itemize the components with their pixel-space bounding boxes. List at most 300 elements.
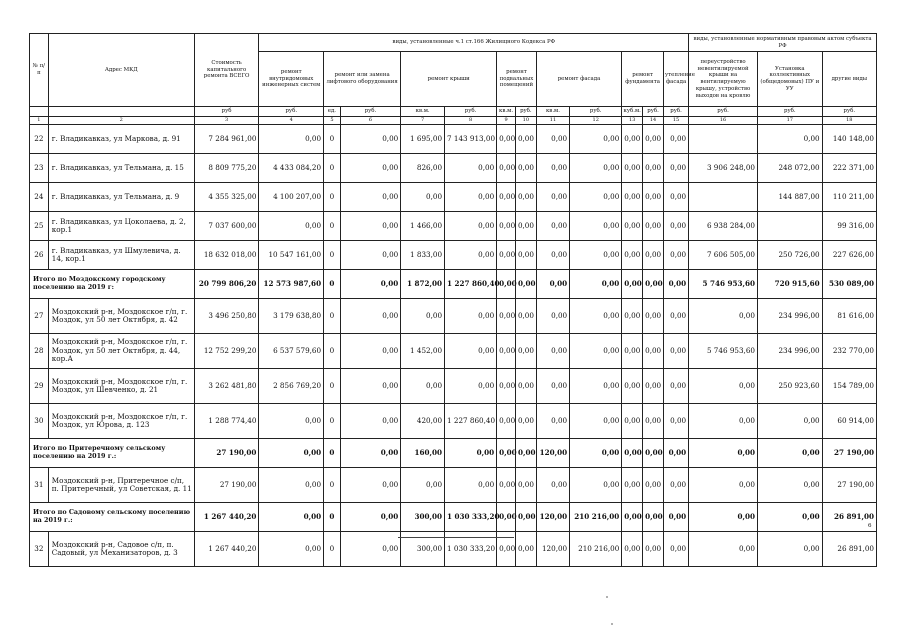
- value-cell: 0,00: [689, 369, 758, 404]
- value-cell: 0,00: [497, 503, 516, 532]
- value-cell: 300,00: [401, 532, 445, 567]
- col-number-cell: 18: [822, 117, 876, 125]
- value-cell: 26 891,00: [822, 503, 876, 532]
- value-cell: 0,00: [663, 468, 688, 503]
- col-number-cell: 17: [757, 117, 822, 125]
- value-cell: 0,00: [536, 369, 569, 404]
- value-cell: 0,00: [570, 439, 622, 468]
- value-cell: 0,00: [570, 369, 622, 404]
- address-cell: Моздокский р-н, Моздокское г/п, г. Моздок, ул Юрова, д. 123: [48, 404, 194, 439]
- value-cell: 0,00: [340, 241, 400, 270]
- value-cell: 99 316,00: [822, 212, 876, 241]
- signature-line: [398, 537, 514, 538]
- value-cell: 0,00: [663, 439, 688, 468]
- value-cell: 0,00: [515, 241, 536, 270]
- value-cell: 0: [324, 503, 341, 532]
- unit-cell: руб: [194, 107, 259, 117]
- table-row: [30, 183, 877, 212]
- address-cell: г. Владикавказ, ул Цоколаева, д. 2, кор.1: [48, 212, 194, 241]
- value-cell: 0: [324, 439, 341, 468]
- row-number: 31: [30, 468, 49, 503]
- value-cell: 8 809 775,20: [194, 154, 259, 183]
- value-cell: 248 072,00: [757, 154, 822, 183]
- units-row: [30, 107, 877, 117]
- value-cell: 0,00: [340, 125, 400, 154]
- value-cell: 0,00: [445, 468, 497, 503]
- subtotal-label: Итого по Притеречному сельскому поселению на 2019 г.:: [30, 439, 195, 468]
- value-cell: 0,00: [643, 270, 664, 299]
- value-cell: 1 452,00: [401, 334, 445, 369]
- value-cell: 0: [324, 270, 341, 299]
- value-cell: 0,00: [515, 532, 536, 567]
- value-cell: 0,00: [340, 369, 400, 404]
- value-cell: 1 267 440,20: [194, 503, 259, 532]
- value-cell: 0,00: [663, 532, 688, 567]
- value-cell: 0,00: [340, 212, 400, 241]
- col-roof-conversion-header: переустройство невентилируемой крыши на вентилируемую крышу, устройство выходов на кровлю: [689, 52, 758, 107]
- value-cell: 0,00: [570, 183, 622, 212]
- value-cell: 0,00: [515, 299, 536, 334]
- value-cell: 0,00: [515, 468, 536, 503]
- value-cell: 60 914,00: [822, 404, 876, 439]
- address-cell: г. Владикавказ, ул Шмулевича, д. 14, кор.1: [48, 241, 194, 270]
- value-cell: 0,00: [536, 212, 569, 241]
- value-cell: 5 746 953,60: [689, 270, 758, 299]
- row-number: 29: [30, 369, 49, 404]
- value-cell: 4 355 325,00: [194, 183, 259, 212]
- value-cell: 0,00: [663, 270, 688, 299]
- row-number: 26: [30, 241, 49, 270]
- value-cell: 0,00: [497, 334, 516, 369]
- value-cell: 0: [324, 404, 341, 439]
- table-row: [30, 299, 877, 334]
- col-number-cell: 16: [689, 117, 758, 125]
- value-cell: 0,00: [497, 270, 516, 299]
- unit-cell: руб.: [689, 107, 758, 117]
- value-cell: 250 923,60: [757, 369, 822, 404]
- value-cell: 0,00: [259, 212, 324, 241]
- unit-cell: руб.: [445, 107, 497, 117]
- value-cell: 0,00: [757, 468, 822, 503]
- page-number: 6: [868, 523, 872, 529]
- value-cell: 0,00: [643, 299, 664, 334]
- table-header: [30, 34, 877, 125]
- value-cell: 234 996,00: [757, 334, 822, 369]
- unit-cell: руб.: [643, 107, 664, 117]
- value-cell: 1 227 860,40: [445, 404, 497, 439]
- col-number-cell: 14: [643, 117, 664, 125]
- address-cell: Моздокский р-н, Притеречное с/п, п. Притеречный, ул Советская, д. 11: [48, 468, 194, 503]
- value-cell: 4 100 207,00: [259, 183, 324, 212]
- value-cell: 0,00: [536, 299, 569, 334]
- value-cell: 0,00: [643, 125, 664, 154]
- value-cell: 0,00: [663, 334, 688, 369]
- value-cell: 0,00: [536, 468, 569, 503]
- value-cell: 0,00: [689, 532, 758, 567]
- value-cell: 120,00: [536, 532, 569, 567]
- value-cell: 6 537 579,60: [259, 334, 324, 369]
- value-cell: 0,00: [663, 404, 688, 439]
- value-cell: 530 089,00: [822, 270, 876, 299]
- value-cell: 0,00: [401, 468, 445, 503]
- value-cell: 0,00: [497, 468, 516, 503]
- value-cell: 0,00: [259, 404, 324, 439]
- address-cell: Моздокский р-н, Садовое с/п, п. Садовый, ул Механизаторов, д. 3: [48, 532, 194, 567]
- value-cell: 27 190,00: [194, 468, 259, 503]
- value-cell: 0,00: [622, 212, 643, 241]
- value-cell: 0,00: [643, 241, 664, 270]
- value-cell: 0,00: [622, 503, 643, 532]
- value-cell: 0,00: [570, 270, 622, 299]
- value-cell: 0,00: [497, 369, 516, 404]
- value-cell: 0,00: [445, 369, 497, 404]
- value-cell: 120,00: [536, 439, 569, 468]
- value-cell: 0,00: [663, 125, 688, 154]
- subtotal-label: Итого по Садовому сельскому поселению на 2019 г.:: [30, 503, 195, 532]
- col-number-cell: 9: [497, 117, 516, 125]
- value-cell: 7 143 913,00: [445, 125, 497, 154]
- col-number-cell: 4: [259, 117, 324, 125]
- value-cell: [689, 125, 758, 154]
- col-number-header: № п/п: [30, 34, 49, 107]
- col-address-header: Адрес МКД: [48, 34, 194, 107]
- value-cell: 210 216,00: [570, 503, 622, 532]
- row-number: 25: [30, 212, 49, 241]
- value-cell: 227 626,00: [822, 241, 876, 270]
- col-number-cell: 12: [570, 117, 622, 125]
- value-cell: 0: [324, 369, 341, 404]
- value-cell: 0,00: [663, 299, 688, 334]
- value-cell: 0,00: [497, 439, 516, 468]
- value-cell: 0,00: [570, 334, 622, 369]
- value-cell: 250 726,00: [757, 241, 822, 270]
- col-engineering-systems-header: ремонт внутридомовых инженерных систем: [259, 52, 324, 107]
- value-cell: 0: [324, 468, 341, 503]
- unit-cell: кв.м.: [536, 107, 569, 117]
- value-cell: 0,00: [663, 212, 688, 241]
- value-cell: 0,00: [663, 241, 688, 270]
- value-cell: 3 496 250,80: [194, 299, 259, 334]
- address-cell: г. Владикавказ, ул Тельмана, д. 9: [48, 183, 194, 212]
- value-cell: 0,00: [445, 154, 497, 183]
- value-cell: 6 938 284,00: [689, 212, 758, 241]
- unit-cell: ед.: [324, 107, 341, 117]
- value-cell: 0,00: [570, 468, 622, 503]
- unit-cell: руб.: [259, 107, 324, 117]
- value-cell: 0,00: [570, 154, 622, 183]
- address-cell: Моздокский р-н, Моздокское г/п, г. Моздок, ул 50 лет Октября, д. 42: [48, 299, 194, 334]
- value-cell: 0,00: [259, 532, 324, 567]
- value-cell: [757, 212, 822, 241]
- value-cell: 1 833,00: [401, 241, 445, 270]
- value-cell: 0: [324, 212, 341, 241]
- value-cell: 0,00: [622, 404, 643, 439]
- value-cell: 0,00: [689, 404, 758, 439]
- value-cell: 0,00: [259, 468, 324, 503]
- col-facade-insulation-header: утепление фасада: [663, 52, 688, 107]
- value-cell: 0,00: [497, 404, 516, 439]
- value-cell: 1 695,00: [401, 125, 445, 154]
- subtotal-row: [30, 439, 877, 468]
- value-cell: 0,00: [643, 183, 664, 212]
- value-cell: 0,00: [622, 532, 643, 567]
- value-cell: 0,00: [401, 299, 445, 334]
- value-cell: 18 632 018,00: [194, 241, 259, 270]
- value-cell: 1 030 333,20: [445, 532, 497, 567]
- value-cell: 0: [324, 299, 341, 334]
- col-number-cell: 5: [324, 117, 341, 125]
- table-row: [30, 125, 877, 154]
- value-cell: 7 037 600,00: [194, 212, 259, 241]
- value-cell: 2 856 769,20: [259, 369, 324, 404]
- value-cell: 0,00: [515, 334, 536, 369]
- value-cell: 7 606 505,00: [689, 241, 758, 270]
- value-cell: 0,00: [497, 125, 516, 154]
- value-cell: 0: [324, 532, 341, 567]
- address-cell: Моздокский р-н, Моздокское г/п, г. Моздок, ул 50 лет Октября, д. 44, кор.А: [48, 334, 194, 369]
- value-cell: 720 915,60: [757, 270, 822, 299]
- col-number-cell: 11: [536, 117, 569, 125]
- subtotal-row: [30, 503, 877, 532]
- value-cell: 0,00: [622, 334, 643, 369]
- col-number-cell: 3: [194, 117, 259, 125]
- value-cell: 0: [324, 154, 341, 183]
- value-cell: 0,00: [515, 439, 536, 468]
- unit-cell: руб.: [822, 107, 876, 117]
- address-cell: г. Владикавказ, ул Маркова, д. 91: [48, 125, 194, 154]
- value-cell: 1 030 333,20: [445, 503, 497, 532]
- col-roof-header: ремонт крыши: [401, 52, 497, 107]
- col-number-cell: 2: [48, 117, 194, 125]
- value-cell: 3 262 481,80: [194, 369, 259, 404]
- value-cell: 0,00: [643, 532, 664, 567]
- value-cell: 0,00: [497, 532, 516, 567]
- row-number: 28: [30, 334, 49, 369]
- value-cell: 0,00: [536, 334, 569, 369]
- value-cell: 0,00: [622, 270, 643, 299]
- unit-cell: руб.: [515, 107, 536, 117]
- value-cell: 0,00: [340, 183, 400, 212]
- table-row: [30, 334, 877, 369]
- value-cell: 0,00: [340, 404, 400, 439]
- value-cell: 420,00: [401, 404, 445, 439]
- value-cell: 144 887,00: [757, 183, 822, 212]
- value-cell: 0,00: [401, 369, 445, 404]
- value-cell: 0,00: [643, 334, 664, 369]
- value-cell: 0,00: [757, 439, 822, 468]
- value-cell: 210 216,00: [570, 532, 622, 567]
- value-cell: 0,00: [515, 369, 536, 404]
- value-cell: 4 433 084,20: [259, 154, 324, 183]
- value-cell: 0,00: [622, 183, 643, 212]
- value-cell: 0: [324, 334, 341, 369]
- value-cell: 0,00: [497, 183, 516, 212]
- value-cell: 0,00: [643, 154, 664, 183]
- value-cell: 12 752 299,20: [194, 334, 259, 369]
- value-cell: 0,00: [259, 125, 324, 154]
- value-cell: 0,00: [757, 532, 822, 567]
- value-cell: 120,00: [536, 503, 569, 532]
- value-cell: [689, 183, 758, 212]
- col-elevator-header: ремонт или замена лифтового оборудования: [324, 52, 401, 107]
- value-cell: 222 371,00: [822, 154, 876, 183]
- value-cell: 1 288 774,40: [194, 404, 259, 439]
- value-cell: 1 267 440,20: [194, 532, 259, 567]
- value-cell: 0: [324, 183, 341, 212]
- value-cell: 0,00: [663, 183, 688, 212]
- value-cell: 0,00: [497, 299, 516, 334]
- value-cell: 0,00: [622, 299, 643, 334]
- value-cell: 0,00: [622, 369, 643, 404]
- value-cell: 0,00: [570, 125, 622, 154]
- unit-cell: кв.м.: [497, 107, 516, 117]
- value-cell: 0,00: [340, 270, 400, 299]
- value-cell: 0,00: [515, 212, 536, 241]
- value-cell: 0,00: [340, 532, 400, 567]
- value-cell: 0: [324, 241, 341, 270]
- value-cell: 1 227 860,40: [445, 270, 497, 299]
- row-number: 24: [30, 183, 49, 212]
- value-cell: 0,00: [515, 183, 536, 212]
- value-cell: 0,00: [643, 439, 664, 468]
- value-cell: 3 906 248,00: [689, 154, 758, 183]
- group-regional-header: виды, установленные нормативным правовым актом субъекта РФ: [689, 34, 877, 52]
- value-cell: 0,00: [515, 270, 536, 299]
- col-foundation-header: ремонт фундамента: [622, 52, 664, 107]
- value-cell: 0,00: [536, 270, 569, 299]
- value-cell: 0,00: [622, 439, 643, 468]
- value-cell: 0,00: [757, 404, 822, 439]
- value-cell: 27 190,00: [822, 439, 876, 468]
- unit-cell: руб.: [570, 107, 622, 117]
- row-number: 22: [30, 125, 49, 154]
- group-housing-code-header: виды, установленные ч.1 ст.166 Жилищного Кодекса РФ: [259, 34, 689, 52]
- repair-register-table: [29, 33, 877, 567]
- value-cell: 0,00: [663, 154, 688, 183]
- value-cell: 0,00: [643, 468, 664, 503]
- value-cell: 0,00: [515, 154, 536, 183]
- table-row: [30, 404, 877, 439]
- table-row: [30, 212, 877, 241]
- scan-speck: [611, 623, 613, 625]
- table-row: [30, 241, 877, 270]
- row-number: 27: [30, 299, 49, 334]
- value-cell: 0,00: [643, 503, 664, 532]
- address-cell: г. Владикавказ, ул Тельмана, д. 15: [48, 154, 194, 183]
- table-row: [30, 468, 877, 503]
- value-cell: 0,00: [445, 299, 497, 334]
- unit-cell: руб.: [663, 107, 688, 117]
- value-cell: 160,00: [401, 439, 445, 468]
- value-cell: 154 789,00: [822, 369, 876, 404]
- col-number-cell: 7: [401, 117, 445, 125]
- value-cell: 81 616,00: [822, 299, 876, 334]
- value-cell: 0,00: [340, 334, 400, 369]
- value-cell: 5 746 953,60: [689, 334, 758, 369]
- subtotal-label: Итого по Моздокскому городскому поселению на 2019 г:: [30, 270, 195, 299]
- value-cell: 26 891,00: [822, 532, 876, 567]
- value-cell: 12 573 987,60: [259, 270, 324, 299]
- value-cell: 0,00: [445, 212, 497, 241]
- value-cell: 0,00: [515, 125, 536, 154]
- value-cell: 0,00: [445, 241, 497, 270]
- value-cell: 1 466,00: [401, 212, 445, 241]
- unit-cell: руб.: [340, 107, 400, 117]
- value-cell: 0,00: [497, 154, 516, 183]
- col-meters-header: Установка коллективных (общедомовых) ПУ и УУ: [757, 52, 822, 107]
- value-cell: 110 211,00: [822, 183, 876, 212]
- col-number-cell: 6: [340, 117, 400, 125]
- value-cell: 0,00: [340, 503, 400, 532]
- value-cell: 0,00: [570, 404, 622, 439]
- value-cell: 234 996,00: [757, 299, 822, 334]
- value-cell: 0,00: [536, 183, 569, 212]
- value-cell: 0,00: [570, 212, 622, 241]
- value-cell: 0,00: [643, 369, 664, 404]
- value-cell: 0,00: [445, 183, 497, 212]
- table-row: [30, 369, 877, 404]
- value-cell: 0,00: [622, 125, 643, 154]
- value-cell: 0,00: [689, 503, 758, 532]
- value-cell: 0,00: [570, 299, 622, 334]
- value-cell: 0,00: [643, 212, 664, 241]
- value-cell: 0,00: [536, 404, 569, 439]
- col-basement-header: ремонт подвальных помещений: [497, 52, 537, 107]
- value-cell: 20 799 806,20: [194, 270, 259, 299]
- value-cell: 0,00: [622, 468, 643, 503]
- value-cell: 0,00: [515, 503, 536, 532]
- value-cell: 0,00: [340, 154, 400, 183]
- col-total-cost-header: Стоимость капитального ремонта ВСЕГО: [194, 34, 259, 107]
- value-cell: 0,00: [689, 299, 758, 334]
- unit-cell: куб.м.: [622, 107, 643, 117]
- value-cell: 0,00: [497, 241, 516, 270]
- value-cell: 0,00: [340, 439, 400, 468]
- col-other-header: другие виды: [822, 52, 876, 107]
- value-cell: 0,00: [536, 125, 569, 154]
- value-cell: 0,00: [663, 369, 688, 404]
- value-cell: 140 148,00: [822, 125, 876, 154]
- row-number: 30: [30, 404, 49, 439]
- value-cell: 0,00: [259, 503, 324, 532]
- value-cell: 27 190,00: [822, 468, 876, 503]
- value-cell: 0,00: [689, 439, 758, 468]
- value-cell: 0,00: [570, 241, 622, 270]
- value-cell: 0,00: [536, 154, 569, 183]
- value-cell: 0,00: [445, 334, 497, 369]
- value-cell: 27 190,00: [194, 439, 259, 468]
- address-cell: Моздокский р-н, Моздокское г/п, г. Моздок, ул Шевченко, д. 21: [48, 369, 194, 404]
- value-cell: 0,00: [757, 503, 822, 532]
- value-cell: 0,00: [689, 468, 758, 503]
- value-cell: 0,00: [622, 154, 643, 183]
- value-cell: 0,00: [757, 125, 822, 154]
- value-cell: 0,00: [497, 212, 516, 241]
- value-cell: 232 770,00: [822, 334, 876, 369]
- col-number-cell: 13: [622, 117, 643, 125]
- col-facade-header: ремонт фасада: [536, 52, 622, 107]
- table-body: [30, 125, 877, 567]
- scan-speck: [606, 596, 608, 598]
- value-cell: 0,00: [445, 439, 497, 468]
- value-cell: 1 872,00: [401, 270, 445, 299]
- value-cell: 0,00: [515, 404, 536, 439]
- col-number-cell: 1: [30, 117, 49, 125]
- col-number-cell: 8: [445, 117, 497, 125]
- value-cell: 0: [324, 125, 341, 154]
- value-cell: 0,00: [259, 439, 324, 468]
- row-number: 32: [30, 532, 49, 567]
